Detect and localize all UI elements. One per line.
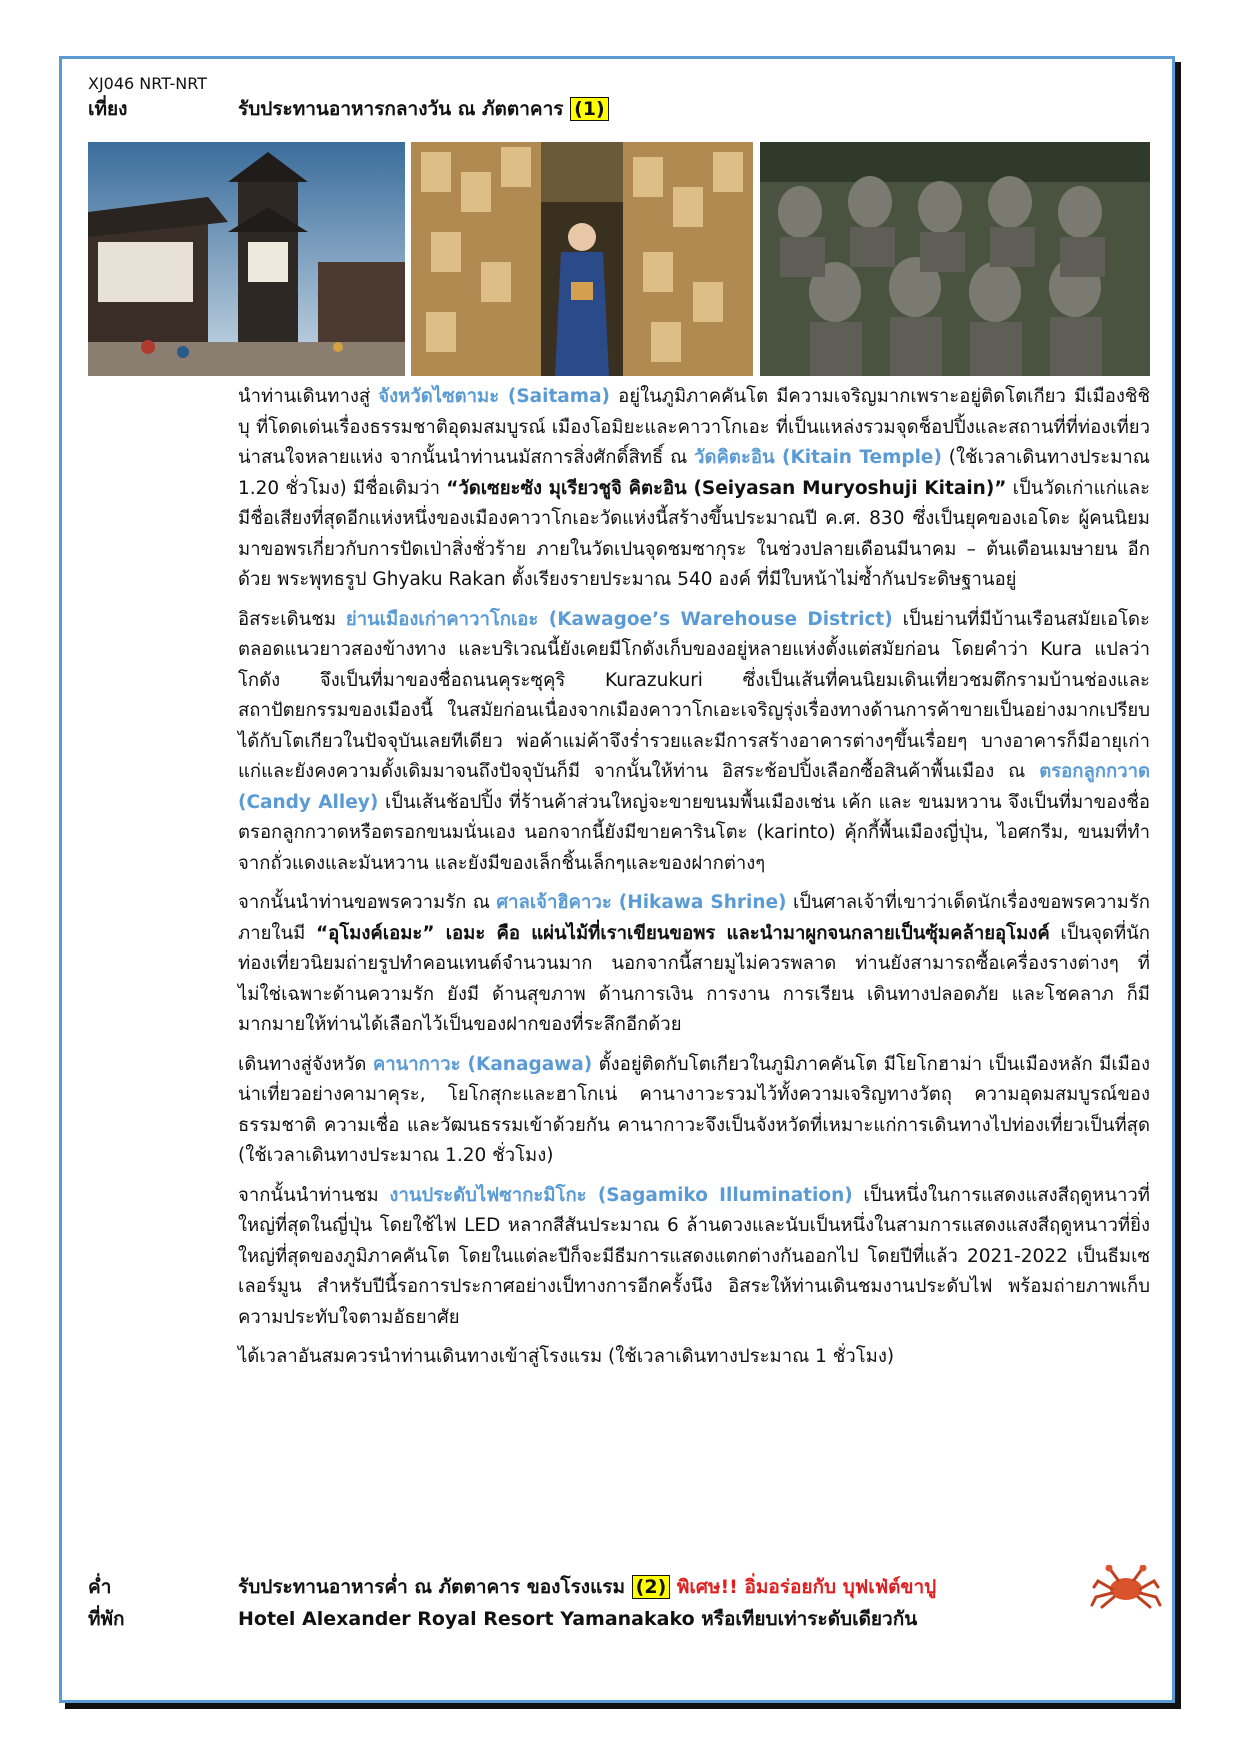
lunch-label: เที่ยง xyxy=(88,98,128,120)
text-segment: จากนั้นนำท่านขอพรความรัก ณ xyxy=(238,892,497,913)
dinner-special: พิเศษ!! อิ่มอร่อยกับ บุฟเฟ่ต์ขาปู xyxy=(676,1576,937,1598)
lunch-text: รับประทานอาหารกลางวัน ณ ภัตตาคาร xyxy=(238,98,564,120)
dinner-label: ค่ำ xyxy=(88,1576,112,1598)
ema-tunnel-description: “อุโมงค์เอมะ” เอมะ คือ แผ่นไม้ที่เราเขียนขอพร และนำมาผูกจนกลายเป็นซุ้มคล้ายอุโมงค์ xyxy=(315,922,1050,944)
paragraph-hotel-transfer xyxy=(238,1342,1150,1373)
place-hikawa-shrine: ศาลเจ้าฮิคาวะ (Hikawa Shrine) xyxy=(496,892,787,913)
paragraph-kawagoe xyxy=(238,605,1150,880)
paragraph-saitama xyxy=(238,382,1150,596)
text-segment: เป็นจุดที่นักท่องเที่ยวนิยมถ่ายรูปทำคอนเทนต์จำนวนมาก นอกจากนี้สายมูไม่ควรพลาด ท่านยังสามารถซื้อเครื่องรางต่างๆ ที่ไม่ใช่เฉพาะด้านความรัก ยังมี ด้านสุขภาพ ด้านการเงิน การงาน การเรียน เดินทางปลอดภัย และโชคลาภ ก็มีมากมายให้ท่านได้เลือกไว้เป็นของฝากของที่ระลึกอีกด้วย xyxy=(238,922,1150,1035)
text-segment: อยู่ในภูมิภาคคันโต มีความเจริญมากเพราะอยู่ติดโตเกียว มีเมืองชิชิบุ ที่โดดเด่นเรื่องธรรมชาติอุดมสมบูรณ์ เมืองโอมิยะและคาวาโกเอะ ที่เป็นแหล่งรวมจุดช็อปปิ้งและสถานที่ที่ท่องเที่ยวน่าสนใจหลายแห่ง จากนั้นนำท่านนมัสการสิ่งศักดิ์สิทธิ์ ณ xyxy=(238,386,1150,468)
hotel-label: ที่พัก xyxy=(88,1608,125,1630)
temple-full-name: “วัดเซยะซัง มุเรียวชูจิ คิตะอิน (Seiyasan Muryoshuji Kitain)” xyxy=(446,477,1007,499)
lunch-row xyxy=(238,94,609,124)
text-segment: เดินทางสู่จังหวัด xyxy=(238,1053,373,1075)
dinner-row xyxy=(238,1572,936,1602)
kimono-wind-chime-photo xyxy=(411,142,753,376)
text-segment: นำท่านเดินทางสู่ xyxy=(238,386,379,407)
place-kitain-temple: วัดคิตะอิน (Kitain Temple) xyxy=(694,447,942,468)
text-segment: ตั้งอยู่ติดกับโตเกียวในภูมิภาคคันโต มีโยโกฮาม่า เป็นเมืองหลัก มีเมืองน่าเที่ยวอย่างคามาคุระ, โยโกสุกะและฮาโกเน่ คานางาวะรวมไว้ทั้งความเจริญทางวัตถุ ความอุดมสมบูรณ์ของธรรมชาติ ความเชื่อ และวัฒนธรรมเข้าด้วยกัน คานากาวะจึงเป็นจังหวัดที่เหมาะแก่การเดินทางไปท่องเที่ยวเป็นที่สุด (ใช้เวลาเดินทางประมาณ 1.20 ชั่วโมง) xyxy=(238,1053,1150,1166)
text-segment: อิสระเดินชม xyxy=(238,608,346,630)
place-kawagoe-warehouse-district: ย่านเมืองเก่าคาวาโกเอะ (Kawagoe’s Warehouse District) xyxy=(345,608,893,630)
text-segment: เป็นย่านที่มีบ้านเรือนสมัยเอโดะตลอดแนวยาวสองข้างทาง และบริเวณนี้ยังเคยมีโกดังเก็บของอยู่หลายแห่งตั้งแต่สมัยก่อน โดยคำว่า Kura แปลว่า โกดัง จึงเป็นที่มาของชื่อถนนคุระซุคุริ Kurazukuri ซึ่งเป็นเส้นที่คนนิยมเดินเที่ยวชมตึกรามบ้านช่องและสถาปัตยกรรมของเมืองนี้ ในสมัยก่อนเนื่องจากเมืองคาวาโกเอะเจริญรุ่งเรื่องทางด้านการค้าขายเป็นอย่างมากเปรียบได้กับโตเกียวในปัจจุบันเลยทีเดียว พ่อค้าแม่ค้าจึงร่ำรวยและมีการสร้างอาคารต่างๆขึ้นเรื่อยๆ บางอาคารก็มีอายุเก่าแก่และยังคงความดั้งเดิมมาจนถึงปัจจุบันก็มี จากนั้นให้ท่าน อิสระช้อปปิ้งเลือกซื้อสินค้าพื้นเมือง ณ xyxy=(238,608,1150,782)
dinner-text: รับประทานอาหารค่ำ ณ ภัตตาคาร ของโรงแรม xyxy=(238,1576,626,1598)
text-segment: เป็นเส้นช้อปปิ้ง ที่ร้านค้าส่วนใหญ่จะขายขนมพื้นเมืองเช่น เค้ก และ ขนมหวาน จึงเป็นที่มาของชื่อตรอกลูกกวาดหรือตรอกขนมนั่นเอง นอกจากนี้ยังมีขายคารินโตะ (karinto) คุ้กกี้พื้นเมืองญี่ปุ่น, ไอศกรีม, ขนมที่ทำจากถั่วแดงและมันหวาน และยังมีของเล็กชิ้นเล็กๆและของฝากต่างๆ xyxy=(238,791,1150,874)
crab-icon xyxy=(1090,1565,1162,1609)
text-segment: เป็นหนึ่งในการแสดงแสงสีฤดูหนาวที่ใหญ่ที่สุดในญี่ปุ่น โดยใช้ไฟ LED หลากสีสันประมาณ 6 ล้านดวงและนับเป็นหนึ่งในสามการแสดงแสงสีฤดูหนาวที่ยิ่งใหญ่ที่สุดของภูมิภาคคันโต โดยในแต่ละปีก็จะมีธีมการแสดงแตกต่างกันออกไป โดยปีที่แล้ว 2021-2022 เป็นธีมเซเลอร์มูน สำหรับปีนี้รอการประกาศอย่างเป็ทางการอีกครั้งนึง อิสระให้ท่านเดินชมงานประดับไฟ พร้อมถ่ายภาพเก็บความประทับใจตามอัธยาศัย xyxy=(238,1184,1150,1328)
stone-rakan-statues-photo xyxy=(760,142,1150,376)
lunch-meal-number: (1) xyxy=(570,97,609,121)
paragraph-kanagawa xyxy=(238,1050,1150,1172)
place-candy-alley: ตรอกลูกกวาด (Candy Alley) xyxy=(238,761,1150,813)
text-segment: เป็นวัดเก่าแก่และมีชื่อเสียงที่สุดอีกแห่งหนึ่งของเมืองคาวาโกเอะวัดแห่งนี้สร้างขึ้นประมาณปี ค.ศ. 830 ซึ่งเป็นยุคของเอโดะ ผู้คนนิยมมาขอพรเกี่ยวกับการปัดเป่าสิ่งชั่วร้าย ภายในวัดเปนจุดชมซากุระ ในช่วงปลายเดือนมีนาคม – ต้นเดือนเมษายน อีกด้วย พระพุทธรูป Ghyaku Rakan ตั้งเรียงรายประมาณ 540 องค์ ที่มีใบหน้าไม่ซ้ำกันประดิษฐานอยู่ xyxy=(238,477,1151,590)
place-sagamiko-illumination: งานประดับไฟซากะมิโกะ (Sagamiko Illumination) xyxy=(389,1184,853,1206)
place-kanagawa: คานากาวะ (Kanagawa) xyxy=(372,1053,593,1075)
paragraph-sagamiko xyxy=(238,1181,1150,1334)
text-segment: จากนั้นนำท่านชม xyxy=(238,1184,390,1206)
tour-code: XJ046 NRT-NRT xyxy=(88,74,207,93)
kawagoe-bell-tower-photo xyxy=(88,142,405,376)
text-segment: เป็นศาลเจ้าที่เขาว่าเด็ดนักเรื่องขอพรความรัก ภายในมี xyxy=(238,892,1150,944)
hotel-text: Hotel Alexander Royal Resort Yamanakako หรือเทียบเท่าระดับเดียวกัน xyxy=(238,1608,918,1630)
itinerary-body xyxy=(238,382,1150,1382)
place-saitama: จังหวัดไซตามะ (Saitama) xyxy=(378,386,611,407)
dinner-meal-number: (2) xyxy=(632,1575,671,1599)
text-segment: (ใช้เวลาเดินทางประมาณ 1.20 ชั่วโมง) มีชื่อเดิมว่า xyxy=(238,447,1150,499)
text-segment: ได้เวลาอันสมควรนำท่านเดินทางเข้าสู่โรงแรม (ใช้เวลาเดินทางประมาณ 1 ชั่วโมง) xyxy=(238,1346,895,1367)
paragraph-hikawa xyxy=(238,888,1150,1041)
